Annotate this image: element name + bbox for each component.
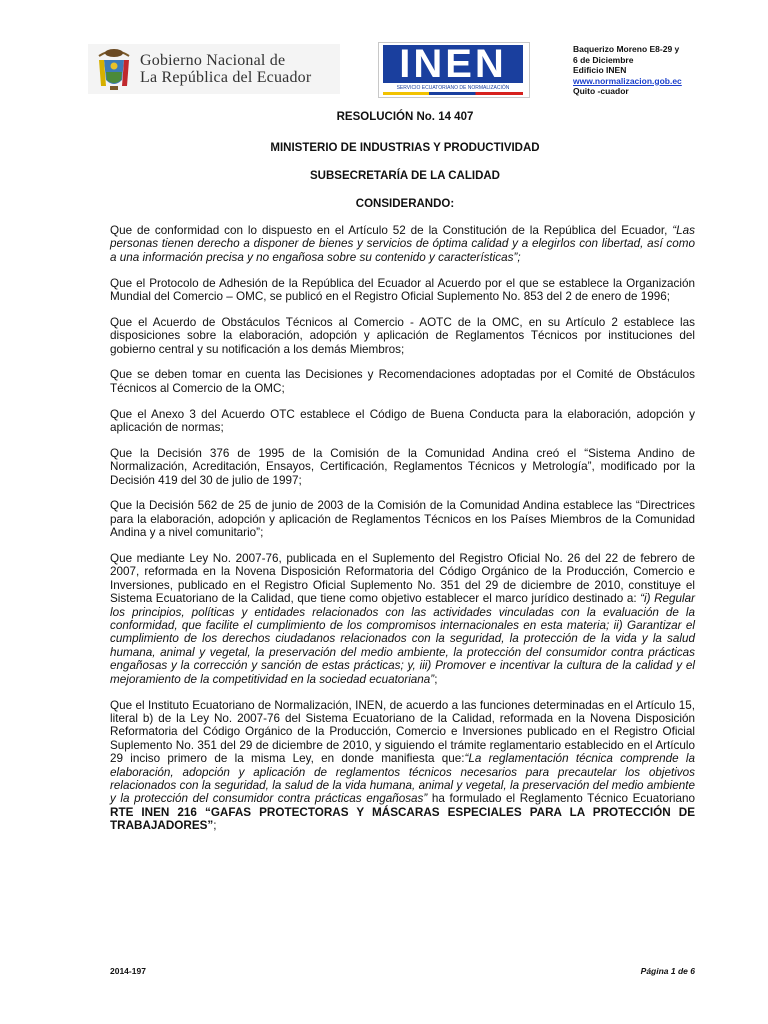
- paragraph-2: Que el Protocolo de Adhesión de la República del Ecuador al Acuerdo por el que se establece la Organización Mundial del Comercio – OMC, se publicó en el Registro Oficial Suplemento No. 853 del 2 de enero de 1996;: [110, 276, 695, 304]
- regulation-title: RTE INEN 216 “GAFAS PROTECTORAS Y MÁSCARAS ESPECIALES PARA LA PROTECCIÓN DE TRABAJADORES”: [110, 805, 695, 833]
- resolution-body: [110, 224, 695, 845]
- considering-heading: CONSIDERANDO:: [355, 198, 455, 210]
- paragraph-8-quote: “i) Regular los principios, políticas y entidades relacionados con las actividades vinculadas con la evaluación de la conformidad, que facilite el cumplimiento de los compromisos internacionales en esta materia; ii) Garantizar el cumplimiento de los derechos ciudadanos relacionados con la seguridad, la protección de la vida y la salud humana, animal y vegetal, la preservación del medio ambiente, la protección del consumidor contra prácticas engañosas y la corrección y sanción de estas prácticas; y, iii) Promover e incentivar la cultura de la calidad y el mejoramiento de la competitividad en la sociedad ecuatoriana”: [110, 592, 696, 686]
- paragraph-1-text: Que de conformidad con lo dispuesto en el Artículo 52 de la Constitución de la República del Ecuador,: [110, 224, 673, 237]
- paragraph-9-quote: “La reglamentación técnica comprende la elaboración, adopción y aplicación de reglamentos técnicos necesarios para precautelar los objetivos relacionados con la seguridad, la salud de la vida humana, animal y vegetal, la preservación del medio ambiente y la protección del consumidor contra prácticas engañosas”: [110, 752, 695, 806]
- paragraph-4: Que se deben tomar en cuenta las Decisiones y Recomendaciones adoptadas por el Comité de Obstáculos Técnicos al Comercio de la OMC;: [110, 368, 695, 395]
- address-city: Quito -cuador: [573, 86, 629, 96]
- paragraph-5: Que el Anexo 3 del Acuerdo OTC establece el Código de Buena Conducta para la elaboración, adopción y aplicación de normas;: [110, 407, 695, 435]
- government-logo-line1: Gobierno Nacional de: [140, 52, 286, 69]
- subsecretary-title: SUBSECRETARÍA DE LA CALIDAD: [310, 170, 500, 182]
- government-logo-text: [140, 52, 311, 86]
- inen-logo: [378, 42, 530, 98]
- paragraph-6: Que la Decisión 376 de 1995 de la Comisión de la Comunidad Andina creó el “Sistema Andino de Normalización, Acreditación, Ensayos, Certificación, Reglamentos Técnicos y Metrología”, modificado por la Decisión 419 del 30 de julio de 1997;: [110, 446, 695, 487]
- resolution-number: RESOLUCIÓN No. 14 407: [336, 111, 474, 123]
- paragraph-1: [110, 224, 695, 264]
- inen-logo-wordmark: INEN: [383, 45, 523, 83]
- paragraph-9-end: ;: [213, 819, 217, 833]
- address-street: Baquerizo Moreno E8-29 y: [573, 44, 680, 54]
- paragraph-3: Que el Acuerdo de Obstáculos Técnicos al Comercio - AOTC de la OMC, en su Artículo 2 establece las disposiciones sobre la elaboración, adopción y aplicación de Reglamentos Técnicos por instituciones del gobierno central y su notificación a los demás Miembros;: [110, 315, 695, 356]
- ecuador-coat-of-arms-icon: [96, 46, 132, 92]
- ministry-title: MINISTERIO DE INDUSTRIAS Y PRODUCTIVIDAD: [270, 142, 540, 154]
- government-logo-line2: La República del Ecuador: [140, 69, 312, 86]
- paragraph-1-quote: “Las personas tienen derecho a disponer de bienes y servicios de óptima calidad y a elegirlos con libertad, así como a una información precisa y no engañosa sobre su contenido y características”;: [110, 224, 695, 264]
- page-number: Página 1 de 6: [640, 966, 695, 976]
- paragraph-8-end: ;: [434, 672, 438, 686]
- paragraph-9-text: Que el Instituto Ecuatoriano de Normalización, INEN, de acuerdo a las funciones determinadas en el Artículo 15, literal b) de la Ley No. 2007-76 del Sistema Ecuatoriano de la Calidad, reformada en la Novena Disposición Reformatoria del Código Orgánico de la Producción, Comercio e Inversiones publicado en el Registro Oficial Suplemento No. 351 del 29 de diciembre de 2010, y siguiendo el trámite reglamentario establecido en el Artículo 29 inciso primero de la misma Ley, en donde manifiesta que:: [110, 698, 695, 766]
- address-building: Edificio INEN: [573, 65, 627, 75]
- government-logo: [88, 44, 340, 94]
- paragraph-8: [110, 552, 695, 686]
- inen-logo-color-stripe: [383, 92, 523, 95]
- page-header: [0, 0, 768, 110]
- paragraph-7: Que la Decisión 562 de 25 de junio de 2003 de la Comisión de la Comunidad Andina establece las “Directrices para la elaboración, adopción y aplicación de Reglamentos Técnicos en los Países Miembros de la Comunidad Andina y a nivel comunitario”;: [110, 499, 695, 540]
- address-cross-street: 6 de Diciembre: [573, 54, 634, 65]
- paragraph-9-continuation: ha formulado el Reglamento Técnico Ecuatoriano: [427, 792, 695, 806]
- inen-logo-subtitle: SERVICIO ECUATORIANO DE NORMALIZACIÓN: [396, 85, 510, 91]
- paragraph-8-text: Que mediante Ley No. 2007-76, publicada en el Suplemento del Registro Oficial No. 26 del 22 de febrero de 2007, reformada en la Novena Disposición Reformatoria del Código Orgánico de la Producción, Comercio e Inversiones, publicado en el Registro Oficial Suplemento No. 351 del 29 de diciembre de 2010, constituye el Sistema Ecuatoriano de la Calidad, que tiene como objetivo establecer el marco jurídico destinado a:: [110, 552, 695, 606]
- website-link[interactable]: www.normalizacion.gob.ec: [573, 75, 682, 86]
- document-code: 2014-197: [110, 966, 146, 976]
- paragraph-9: [110, 699, 695, 833]
- address-block: [573, 44, 682, 97]
